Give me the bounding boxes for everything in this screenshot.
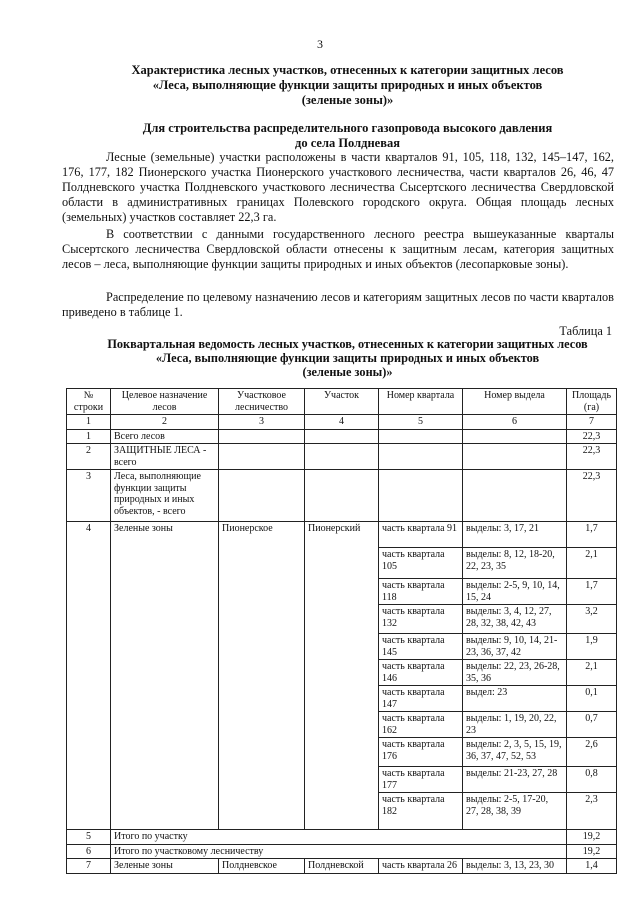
table-title-line: «Леса, выполняющие функции защиты природных и иных объектов bbox=[155, 351, 540, 365]
area-cell: 22,3 bbox=[567, 470, 617, 522]
quarters-column bbox=[379, 522, 463, 830]
section-subtitle bbox=[60, 121, 635, 151]
area-cell: 2,6 bbox=[567, 737, 616, 766]
area-cell: 22,3 bbox=[567, 429, 617, 444]
header-cell: Площадь (га) bbox=[567, 389, 617, 415]
subtitle-line: Для строительства распределительного газопровода высокого давления bbox=[142, 121, 553, 135]
allotment-cell: выделы: 22, 23, 26-28, 35, 36 bbox=[463, 659, 566, 685]
row-number: 6 bbox=[67, 844, 111, 859]
area-cell: 2,1 bbox=[567, 547, 616, 578]
allotment-cell: выделы: 9, 10, 14, 21-23, 36, 37, 42 bbox=[463, 633, 566, 659]
allotments-column bbox=[463, 522, 567, 830]
total-label: Итого по участку bbox=[111, 830, 567, 845]
quarter-cell: часть квартала 132 bbox=[379, 604, 462, 633]
row-number: 5 bbox=[67, 830, 111, 845]
table-row bbox=[67, 470, 617, 522]
column-number: 1 bbox=[67, 415, 111, 430]
purpose-cell: ЗАЩИТНЫЕ ЛЕСА - всего bbox=[111, 444, 219, 470]
forestry-cell: Полдневское bbox=[219, 859, 305, 874]
table-row bbox=[67, 844, 617, 859]
site-cell: Пионерский bbox=[305, 522, 379, 830]
allotment-cell: выделы: 3, 13, 23, 30 bbox=[463, 859, 567, 874]
header-cell: Целевое назначение лесов bbox=[111, 389, 219, 415]
quarter-cell: часть квартала 147 bbox=[379, 685, 462, 711]
column-number: 5 bbox=[379, 415, 463, 430]
table-row bbox=[67, 830, 617, 845]
allotment-cell: выделы: 2-5, 9, 10, 14, 15, 24 bbox=[463, 578, 566, 604]
allotment-cell: выделы: 21-23, 27, 28 bbox=[463, 766, 566, 792]
table-title bbox=[60, 337, 635, 379]
table-row bbox=[67, 429, 617, 444]
allotment-cell: выдел: 23 bbox=[463, 685, 566, 711]
column-number-row bbox=[67, 415, 617, 430]
row-number: 1 bbox=[67, 429, 111, 444]
paragraph-registry: В соответствии с данными государственного лесного реестра вышеуказанные кварталы Сысертского лесничества Свердловской области отнесены к защитным лесам, категория защитных лесов – леса, выполняющие функции защиты природных и иных объектов (лесопарковые зоны). bbox=[62, 227, 614, 271]
area-cell: 1,4 bbox=[567, 859, 617, 874]
quarter-cell: часть квартала 26 bbox=[379, 859, 463, 874]
quarter-cell: часть квартала 162 bbox=[379, 711, 462, 737]
areas-column bbox=[567, 522, 617, 830]
document-title bbox=[60, 63, 635, 108]
area-cell: 0,1 bbox=[567, 685, 616, 711]
area-cell: 19,2 bbox=[567, 844, 617, 859]
header-cell: Номер выдела bbox=[463, 389, 567, 415]
total-label: Итого по участковому лесничеству bbox=[111, 844, 567, 859]
area-cell: 1,9 bbox=[567, 633, 616, 659]
paragraph-distribution: Распределение по целевому назначению лесов и категориям защитных лесов по части кварталов приведено в таблице 1. bbox=[62, 290, 614, 319]
purpose-cell: Леса, выполняющие функции защиты природных и иных объектов, - всего bbox=[111, 470, 219, 522]
allotment-cell: выделы: 2-5, 17-20, 27, 28, 38, 39 bbox=[463, 792, 566, 829]
quarter-cell: часть квартала 91 bbox=[382, 523, 458, 534]
title-line: «Леса, выполняющие функции защиты природных и иных объектов bbox=[152, 78, 543, 92]
column-number: 2 bbox=[111, 415, 219, 430]
area-cell: 0,8 bbox=[567, 766, 616, 792]
site-cell: Полдневской bbox=[305, 859, 379, 874]
row-number: 2 bbox=[67, 444, 111, 470]
header-cell: Участок bbox=[305, 389, 379, 415]
table-row bbox=[67, 859, 617, 874]
quarter-cell: часть квартала 177 bbox=[379, 766, 462, 792]
header-cell: Участковое лесничество bbox=[219, 389, 305, 415]
allotment-cell: выделы: 3, 4, 12, 27, 28, 32, 38, 42, 43 bbox=[463, 604, 566, 633]
table-label: Таблица 1 bbox=[559, 324, 612, 338]
title-line: Характеристика лесных участков, отнесенных к категории защитных лесов bbox=[131, 63, 564, 77]
table-row bbox=[67, 444, 617, 470]
column-number: 4 bbox=[305, 415, 379, 430]
table-row bbox=[67, 522, 617, 830]
header-cell: № строки bbox=[67, 389, 111, 415]
quarter-cell: часть квартала 146 bbox=[379, 659, 462, 685]
column-number: 6 bbox=[463, 415, 567, 430]
row-number: 3 bbox=[67, 470, 111, 522]
quarter-cell: часть квартала 145 bbox=[379, 633, 462, 659]
subtitle-line: до села Полдневая bbox=[295, 136, 400, 150]
quarter-cell: часть квартала 105 bbox=[379, 547, 462, 578]
purpose-cell: Зеленые зоны bbox=[111, 522, 219, 830]
purpose-cell: Всего лесов bbox=[111, 429, 219, 444]
area-cell: 0,7 bbox=[567, 711, 616, 737]
allotment-cell: выделы: 3, 17, 21 bbox=[466, 523, 539, 534]
quarter-cell: часть квартала 182 bbox=[379, 792, 462, 829]
forestry-cell: Пионерское bbox=[219, 522, 305, 830]
column-number: 3 bbox=[219, 415, 305, 430]
area-cell: 1,7 bbox=[585, 523, 598, 534]
forest-plots-table bbox=[66, 388, 617, 874]
column-number: 7 bbox=[567, 415, 617, 430]
page-number: 3 bbox=[317, 37, 323, 51]
area-cell: 2,3 bbox=[567, 792, 616, 829]
table-title-line: (зеленые зоны)» bbox=[302, 365, 393, 379]
allotment-cell: выделы: 1, 19, 20, 22, 23 bbox=[463, 711, 566, 737]
row-number: 4 bbox=[67, 522, 111, 830]
header-cell: Номер квартала bbox=[379, 389, 463, 415]
purpose-cell: Зеленые зоны bbox=[111, 859, 219, 874]
area-cell: 1,7 bbox=[567, 578, 616, 604]
row-number: 7 bbox=[67, 859, 111, 874]
table-header-row bbox=[67, 389, 617, 415]
paragraph-location: Лесные (земельные) участки расположены в части кварталов 91, 105, 118, 132, 145–147, 162, 176, 177, 182 Пионерского участка Пионерского участкового лесничества, части кварталов 26, 46, 47 Полдневского участка Полдневского участкового лесничества Сысертского лесничества Свердловской области в административных границах Полевского городского округа. Общая площадь лесных (земельных) участков составляет 22,3 га. bbox=[62, 150, 614, 224]
allotment-cell: выделы: 8, 12, 18-20, 22, 23, 35 bbox=[463, 547, 566, 578]
area-cell: 3,2 bbox=[567, 604, 616, 633]
allotment-cell: выделы: 2, 3, 5, 15, 19, 36, 37, 47, 52, 53 bbox=[463, 737, 566, 766]
title-line: (зеленые зоны)» bbox=[301, 93, 394, 107]
quarter-cell: часть квартала 118 bbox=[379, 578, 462, 604]
quarter-cell: часть квартала 176 bbox=[379, 737, 462, 766]
area-cell: 19,2 bbox=[567, 830, 617, 845]
area-cell: 2,1 bbox=[567, 659, 616, 685]
area-cell: 22,3 bbox=[567, 444, 617, 470]
table-title-line: Поквартальная ведомость лесных участков, отнесенных к категории защитных лесов bbox=[107, 337, 588, 351]
